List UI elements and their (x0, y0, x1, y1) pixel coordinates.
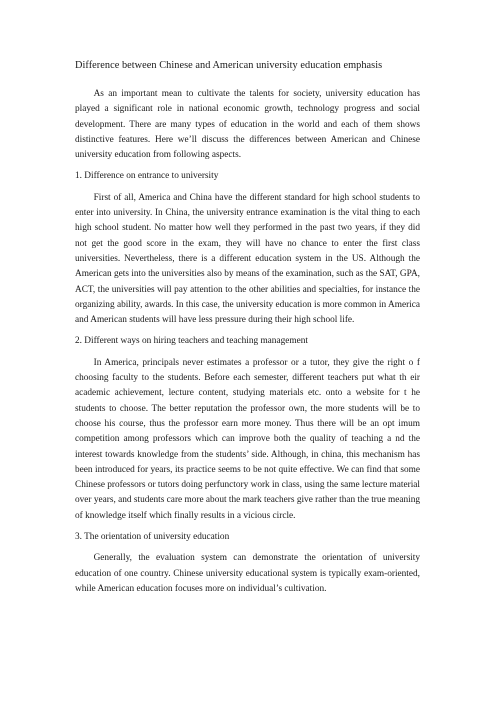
document-title: Difference between Chinese and American university education emphasis (75, 60, 383, 71)
intro-paragraph: As an important mean to cultivate the talents for society, university education has played a significant role in national economic growth, technology progress and social development. There are many types of education in the world and each of them shows distinctive features. Here we’ll discuss the differences between American and Chinese university education from following aspects. (75, 89, 420, 161)
section-paragraph: First of all, America and China have the different standard for high school students to enter into university. In China, the university entrance examination is the vital thing to each high school student. No matter how well they performed in the past two years, if they did not get the good score in the exam, they will have no chance to enter the first class universities. Nevertheless, there is a different education system in the US. Although the American gets into the universities also by means of the examination, such as the SAT, GPA, ACT, the universities will pay attention to the other abilities and specialties, for instance the organizing ability, awards. In this case, the university education is more common in America and American students will have less pressure during their high school life. (75, 192, 420, 326)
document-page (75, 60, 420, 603)
section-heading: 1. Difference on entrance to university (75, 171, 219, 182)
section-paragraph: Generally, the evaluation system can demonstrate the orientation of university education of one country. Chinese university educational system is typically exam-oriented, while American education focuses more on individual’s cultivation. (75, 553, 420, 594)
section-paragraph: In America, principals never estimates a professor or a tutor, they give the right o f choosing faculty to the students. Before each semester, different teachers put what th eir academic achievement, lecture content, studying materials etc. onto a website for t he students to choose. The better reputation the professor own, the more students will be to choose his course, thus the professor earn more money. Thus there will be an opt imum competition among professors which can improve both the quality of teaching a nd the interest towards knowledge from the students’ side. Although, in china, this mechanism has been introduced for years, its practice seems to be not quite effective. We can find that some Chinese professors or tutors doing perfunctory work in class, using the same lecture material over years, and students care more about the mark teachers give rather than the true meaning of knowledge itself which finally results in a vicious circle. (75, 357, 420, 521)
section-heading: 3. The orientation of university education (75, 532, 230, 543)
section-heading: 2. Different ways on hiring teachers and teaching management (75, 336, 308, 347)
